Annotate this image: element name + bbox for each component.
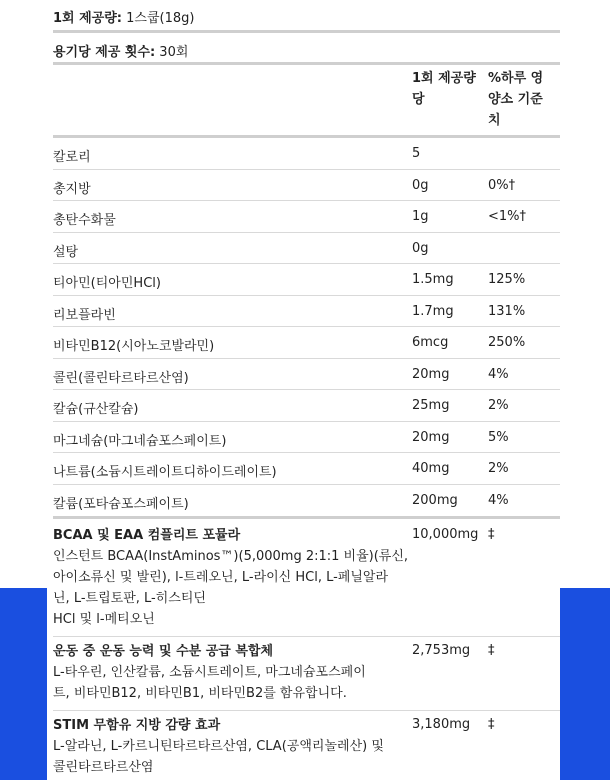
blend-daily-value: ‡ [488,717,495,732]
nutrient-row [53,138,560,170]
nutrient-amount: 6mcg [412,335,449,350]
nutrient-amount: 0g [412,241,429,256]
nutrient-daily-value: 2% [488,461,509,476]
nutrient-daily-value: 0%† [488,178,516,193]
nutrient-row [53,422,560,453]
nutrient-row [53,327,560,359]
nutrient-amount: 0g [412,178,429,193]
nutrient-row [53,296,560,327]
nutrient-daily-value: 125% [488,272,526,287]
nutrient-daily-value: 2% [488,398,509,413]
servings-per-container-label: 용기당 제공 횟수: [53,45,156,60]
nutrient-daily-value: 131% [488,304,526,319]
nutrient-name: 나트륨(소듐시트레이트디하이드레이트) [53,465,277,480]
servings-per-container-value: 30회 [155,45,189,60]
nutrient-row [53,453,560,485]
daily-value-header: %하루 영 양소 기준 치 [488,71,544,128]
blend-daily-value: ‡ [488,527,495,542]
nutrient-daily-value: <1%† [488,209,527,224]
nutrient-daily-value: 4% [488,493,509,508]
blend-amount: 2,753mg [412,643,471,658]
nutrient-amount: 1.5mg [412,272,454,287]
amount-per-serving-header: 1회 제공량 당 [412,71,476,107]
nutrient-amount: 1g [412,209,429,224]
blend-description [53,525,408,630]
blue-background-left [0,588,47,780]
nutrient-row [53,359,560,390]
column-header-row [53,65,560,138]
nutrient-daily-value: 4% [488,367,509,382]
blend-ingredients-line: 트, 비타민B12, 비타민B1, 비타민B2를 함유합니다. [53,686,347,701]
blend-ingredients-line: HCl 및 l-메티오닌 [53,612,155,627]
nutrient-row [53,201,560,233]
nutrient-daily-value: 5% [488,430,509,445]
supplement-facts-panel [47,0,560,780]
blend-ingredients-line: 인스턴트 BCAA(InstAminos™)(5,000mg 2:1:1 비율)(류신, [53,549,409,564]
nutrient-name: 리보플라빈 [53,308,116,323]
nutrient-row [53,485,560,519]
serving-size-value: 1스쿱(18g) [122,11,195,26]
nutrient-name: 설탕 [53,245,79,260]
servings-per-container-row [53,33,560,65]
blend-title: BCAA 및 EAA 컴플리트 포뮬라 [53,528,241,543]
nutrient-amount: 1.7mg [412,304,454,319]
blend-title: 운동 중 운동 능력 및 수분 공급 복합체 [53,644,274,659]
nutrient-row [53,233,560,264]
nutrient-name: 총탄수화물 [53,213,116,228]
nutrient-amount: 200mg [412,493,458,508]
blend-row [53,711,560,780]
nutrient-name: 콜린(콜린타르타르산염) [53,371,189,386]
blend-title: STIM 무함유 지방 감량 효과 [53,718,221,733]
blend-row [53,637,560,711]
nutrient-name: 칼로리 [53,150,91,165]
nutrient-amount: 20mg [412,430,450,445]
nutrient-name: 칼륨(포타슘포스페이트) [53,497,189,512]
nutrient-amount: 25mg [412,398,450,413]
blend-row [53,519,560,637]
blend-ingredients-line: 닌, L-트립토판, L-히스티딘 [53,591,206,606]
blend-daily-value: ‡ [488,643,495,658]
nutrient-row [53,390,560,422]
nutrient-name: 칼슘(규산칼슘) [53,402,139,417]
nutrient-row [53,264,560,296]
blend-ingredients-line: 아이소류신 및 발린), l-트레오닌, L-라이신 HCl, L-페닐알라 [53,570,389,585]
nutrient-amount: 40mg [412,461,450,476]
nutrient-name: 마그네슘(마그네슘포스페이트) [53,434,227,449]
blend-ingredients-line: 콜린타르타르산염 [53,760,154,775]
nutrient-name: 티아민(티아민HCl) [53,276,161,291]
nutrient-amount: 20mg [412,367,450,382]
serving-size-label: 1회 제공량: [53,11,123,26]
blend-amount: 10,000mg [412,527,479,542]
blend-ingredients-line: L-알라닌, L-카르니틴타르타르산염, CLA(공액리놀레산) 및 [53,739,384,754]
blend-amount: 3,180mg [412,717,471,732]
blend-ingredients-line: L-타우린, 인산칼륨, 소듐시트레이트, 마그네슘포스페이 [53,665,366,680]
blend-description [53,715,384,778]
nutrient-daily-value: 250% [488,335,526,350]
nutrient-amount: 5 [412,146,421,161]
serving-size-row [53,0,560,33]
blend-description [53,641,366,704]
blue-background-right [560,588,610,780]
nutrient-name: 비타민B12(시아노코발라민) [53,339,215,354]
nutrient-row [53,170,560,201]
nutrient-name: 총지방 [53,182,91,197]
